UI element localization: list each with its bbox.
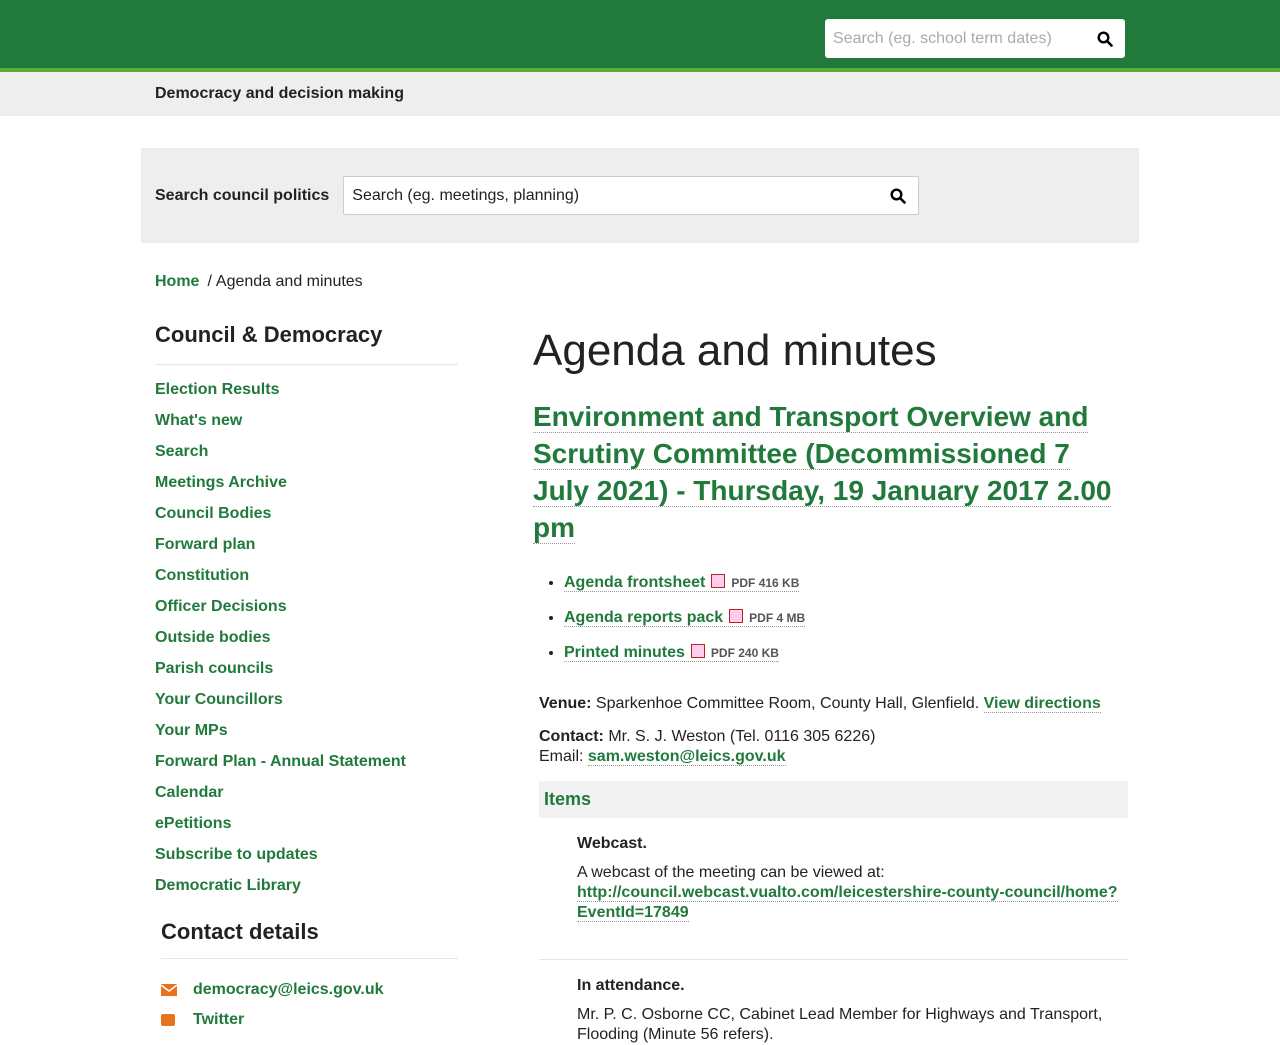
item-title: Webcast. (577, 835, 647, 852)
sidebar-item[interactable] (155, 567, 458, 598)
document-item[interactable] (564, 644, 1128, 679)
section-title: Democracy and decision making (0, 72, 1280, 116)
agenda-item: Webcast. A webcast of the meeting can be viewed at: http://council.webcast.vualto.com/leicestershire-county-council/home?EventId=17849 (577, 835, 1128, 923)
divider (539, 959, 1128, 960)
document-item[interactable] (564, 609, 1128, 644)
view-directions-link[interactable]: View directions (983, 695, 1101, 712)
sidebar-item[interactable] (155, 412, 458, 443)
sidebar (155, 322, 458, 1035)
page-title: Agenda and minutes (533, 326, 937, 375)
sidebar-link[interactable]: Parish councils (155, 660, 274, 677)
pdf-icon (711, 574, 725, 588)
sidebar-link[interactable]: Your MPs (155, 722, 228, 739)
documents-list (564, 574, 1128, 679)
document-link[interactable]: Printed minutes PDF 240 KB (564, 644, 779, 661)
breadcrumb-current: Agenda and minutes (215, 273, 363, 290)
main-content (533, 326, 1128, 1045)
contact-email-link[interactable]: democracy@leics.gov.uk (193, 981, 384, 998)
sidebar-link[interactable]: Democratic Library (155, 877, 301, 894)
breadcrumb (155, 273, 363, 291)
sidebar-item[interactable] (155, 505, 458, 536)
contact-twitter-link[interactable]: Twitter (193, 1011, 245, 1028)
sidebar-item[interactable] (155, 660, 458, 691)
sidebar-link[interactable]: Search (155, 443, 209, 460)
sidebar-link[interactable]: Your Councillors (155, 691, 283, 708)
sidebar-link[interactable]: Constitution (155, 567, 250, 584)
sidebar-link[interactable]: Council Bodies (155, 505, 272, 522)
search-icon[interactable] (886, 184, 910, 208)
sidebar-item[interactable] (155, 815, 458, 846)
council-search-box[interactable] (343, 176, 919, 215)
pdf-icon (691, 644, 705, 658)
document-link[interactable]: Agenda reports pack PDF 4 MB (564, 609, 806, 626)
council-search-label: Search council politics (155, 186, 330, 204)
site-search-input[interactable] (833, 30, 1093, 48)
sidebar-item[interactable] (155, 381, 458, 412)
contact-twitter[interactable] (155, 1005, 458, 1035)
sidebar-link[interactable]: Meetings Archive (155, 474, 287, 491)
contact: Contact: Mr. S. J. Weston (Tel. 0116 305 6226) Email: sam.weston@leics.gov.uk (539, 728, 876, 765)
sidebar-link[interactable]: Election Results (155, 381, 280, 398)
sidebar-item[interactable] (155, 877, 458, 908)
sidebar-link[interactable]: What's new (155, 412, 243, 429)
sidebar-link[interactable]: Subscribe to updates (155, 846, 318, 863)
site-search[interactable] (825, 19, 1125, 58)
sidebar-item[interactable] (155, 722, 458, 753)
webcast-link[interactable]: http://council.webcast.vualto.com/leicestershire-county-council/home?EventId=17849 (577, 884, 1118, 921)
sidebar-item[interactable] (155, 846, 458, 877)
sidebar-item[interactable] (155, 753, 458, 784)
sidebar-item[interactable] (155, 629, 458, 660)
sidebar-item[interactable] (155, 784, 458, 815)
sidebar-link[interactable]: Forward Plan - Annual Statement (155, 753, 406, 770)
item-text: Mr. P. C. Osborne CC, Cabinet Lead Member for Highways and Transport, Flooding (Minute 56 refers). (577, 1006, 1103, 1043)
items-heading: Items (539, 781, 1128, 818)
sidebar-link[interactable]: Outside bodies (155, 629, 271, 646)
document-link[interactable]: Agenda frontsheet PDF 416 KB (564, 574, 800, 591)
sidebar-item[interactable] (155, 598, 458, 629)
venue: Venue: Sparkenhoe Committee Room, County Hall, Glenfield. View directions (539, 695, 1101, 712)
breadcrumb-separator: / (207, 273, 212, 290)
sidebar-item[interactable] (155, 443, 458, 474)
sidebar-item[interactable] (155, 691, 458, 722)
sidebar-title: Council & Democracy (155, 322, 458, 365)
pdf-icon (729, 609, 743, 623)
twitter-icon (161, 1014, 177, 1026)
council-search-input[interactable] (352, 187, 886, 205)
sidebar-link[interactable]: Officer Decisions (155, 598, 287, 615)
contact-email[interactable] (155, 975, 458, 1005)
item-title: In attendance. (577, 977, 685, 994)
envelope-icon (161, 984, 177, 996)
sidebar-link[interactable]: ePetitions (155, 815, 232, 832)
contact-details-title: Contact details (161, 922, 458, 959)
sidebar-nav (155, 381, 458, 908)
document-item[interactable] (564, 574, 1128, 609)
breadcrumb-home[interactable]: Home (155, 273, 200, 290)
meeting-title-link[interactable]: Environment and Transport Overview and Scrutiny Committee (Decommissioned 7 July 2021) - Thursday, 19 January 2017 2.00 pm (533, 401, 1112, 543)
sidebar-link[interactable]: Calendar (155, 784, 224, 801)
sidebar-link[interactable]: Forward plan (155, 536, 256, 553)
site-header (0, 0, 1280, 72)
sidebar-item[interactable] (155, 474, 458, 505)
agenda-item (577, 977, 1128, 1045)
search-icon[interactable] (1093, 27, 1117, 51)
council-search-panel (141, 148, 1139, 243)
email-link[interactable]: sam.weston@leics.gov.uk (587, 748, 786, 765)
sidebar-item[interactable] (155, 536, 458, 567)
